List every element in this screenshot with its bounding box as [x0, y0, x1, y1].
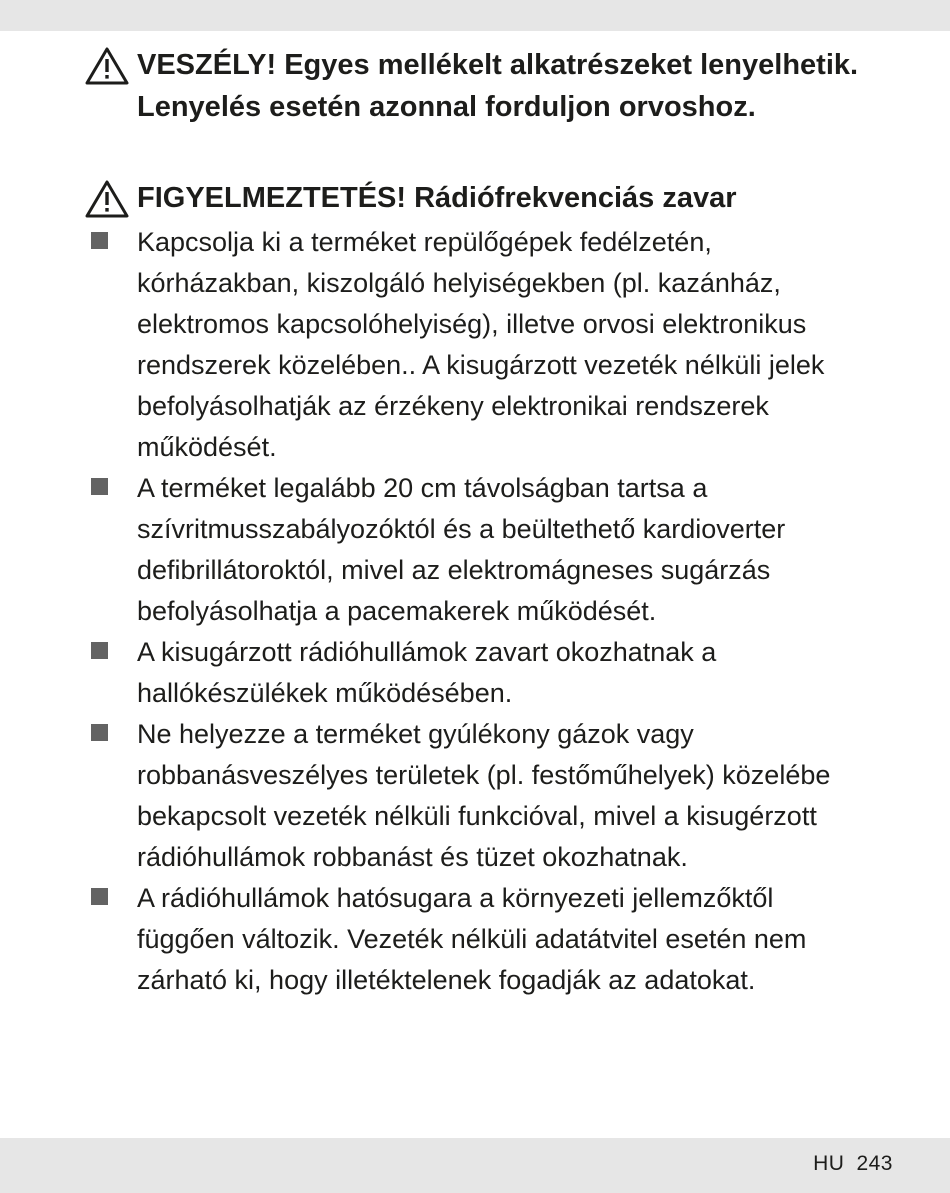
list-item-text: Kapcsolja ki a terméket repülőgépek fedélzetén, kórházakban, kiszolgáló helyiségekben (pl. kazánház, elektromos kapcsolóhelyiség), illetve orvosi elektronikus rendszerek közelében.. A kisugárzott vezeték nélküli jelek befolyásolhatják az érzékeny elektronikai rendszerek működését.: [137, 227, 825, 462]
list-item-text: A kisugárzott rádióhullámok zavart okozhatnak a hallókészülékek működésében.: [137, 637, 717, 708]
rf-safety-list: [137, 222, 877, 1001]
square-bullet-icon: [91, 642, 108, 659]
list-item-text: A rádióhullámok hatósugara a környezeti jellemzőktől függően változik. Vezeték nélküli adatátvitel esetén nem zárható ki, hogy illetéktelenek fogadják az adatokat.: [137, 883, 807, 995]
warning-triangle-icon: [85, 180, 129, 218]
danger-warning: [137, 45, 897, 128]
bottom-band: [0, 1138, 950, 1193]
warning-triangle-icon: [85, 47, 129, 85]
list-item: [137, 714, 877, 878]
page-footer: [813, 1152, 893, 1176]
top-band: [0, 0, 950, 31]
danger-warning-text: VESZÉLY! Egyes mellékelt alkatrészeket lenyelhetik. Lenyelés esetén azonnal forduljon orvoshoz.: [137, 49, 859, 123]
list-item: [137, 632, 877, 714]
square-bullet-icon: [91, 724, 108, 741]
list-item: [137, 468, 877, 632]
square-bullet-icon: [91, 888, 108, 905]
rf-interference-warning: [137, 178, 897, 220]
square-bullet-icon: [91, 232, 108, 249]
list-item: [137, 222, 877, 468]
list-item-text: Ne helyezze a terméket gyúlékony gázok vagy robbanásveszélyes területek (pl. festőműhelyek) közelébe bekapcsolt vezeték nélküli funkcióval, mivel a kisugérzott rádióhullámok robbanást és tüzet okozhatnak.: [137, 719, 831, 872]
rf-warning-heading: FIGYELMEZTETÉS! Rádiófrekvenciás zavar: [137, 182, 737, 214]
list-item-text: A terméket legalább 20 cm távolságban tartsa a szívritmusszabályozóktól és a beültethető kardioverter defibrillátoroktól, mivel az elektromágneses sugárzás befolyásolhatja a pacemakerek működését.: [137, 473, 786, 626]
list-item: [137, 878, 877, 1001]
square-bullet-icon: [91, 478, 108, 495]
page-number: 243: [856, 1152, 893, 1175]
language-code: HU: [813, 1152, 845, 1175]
